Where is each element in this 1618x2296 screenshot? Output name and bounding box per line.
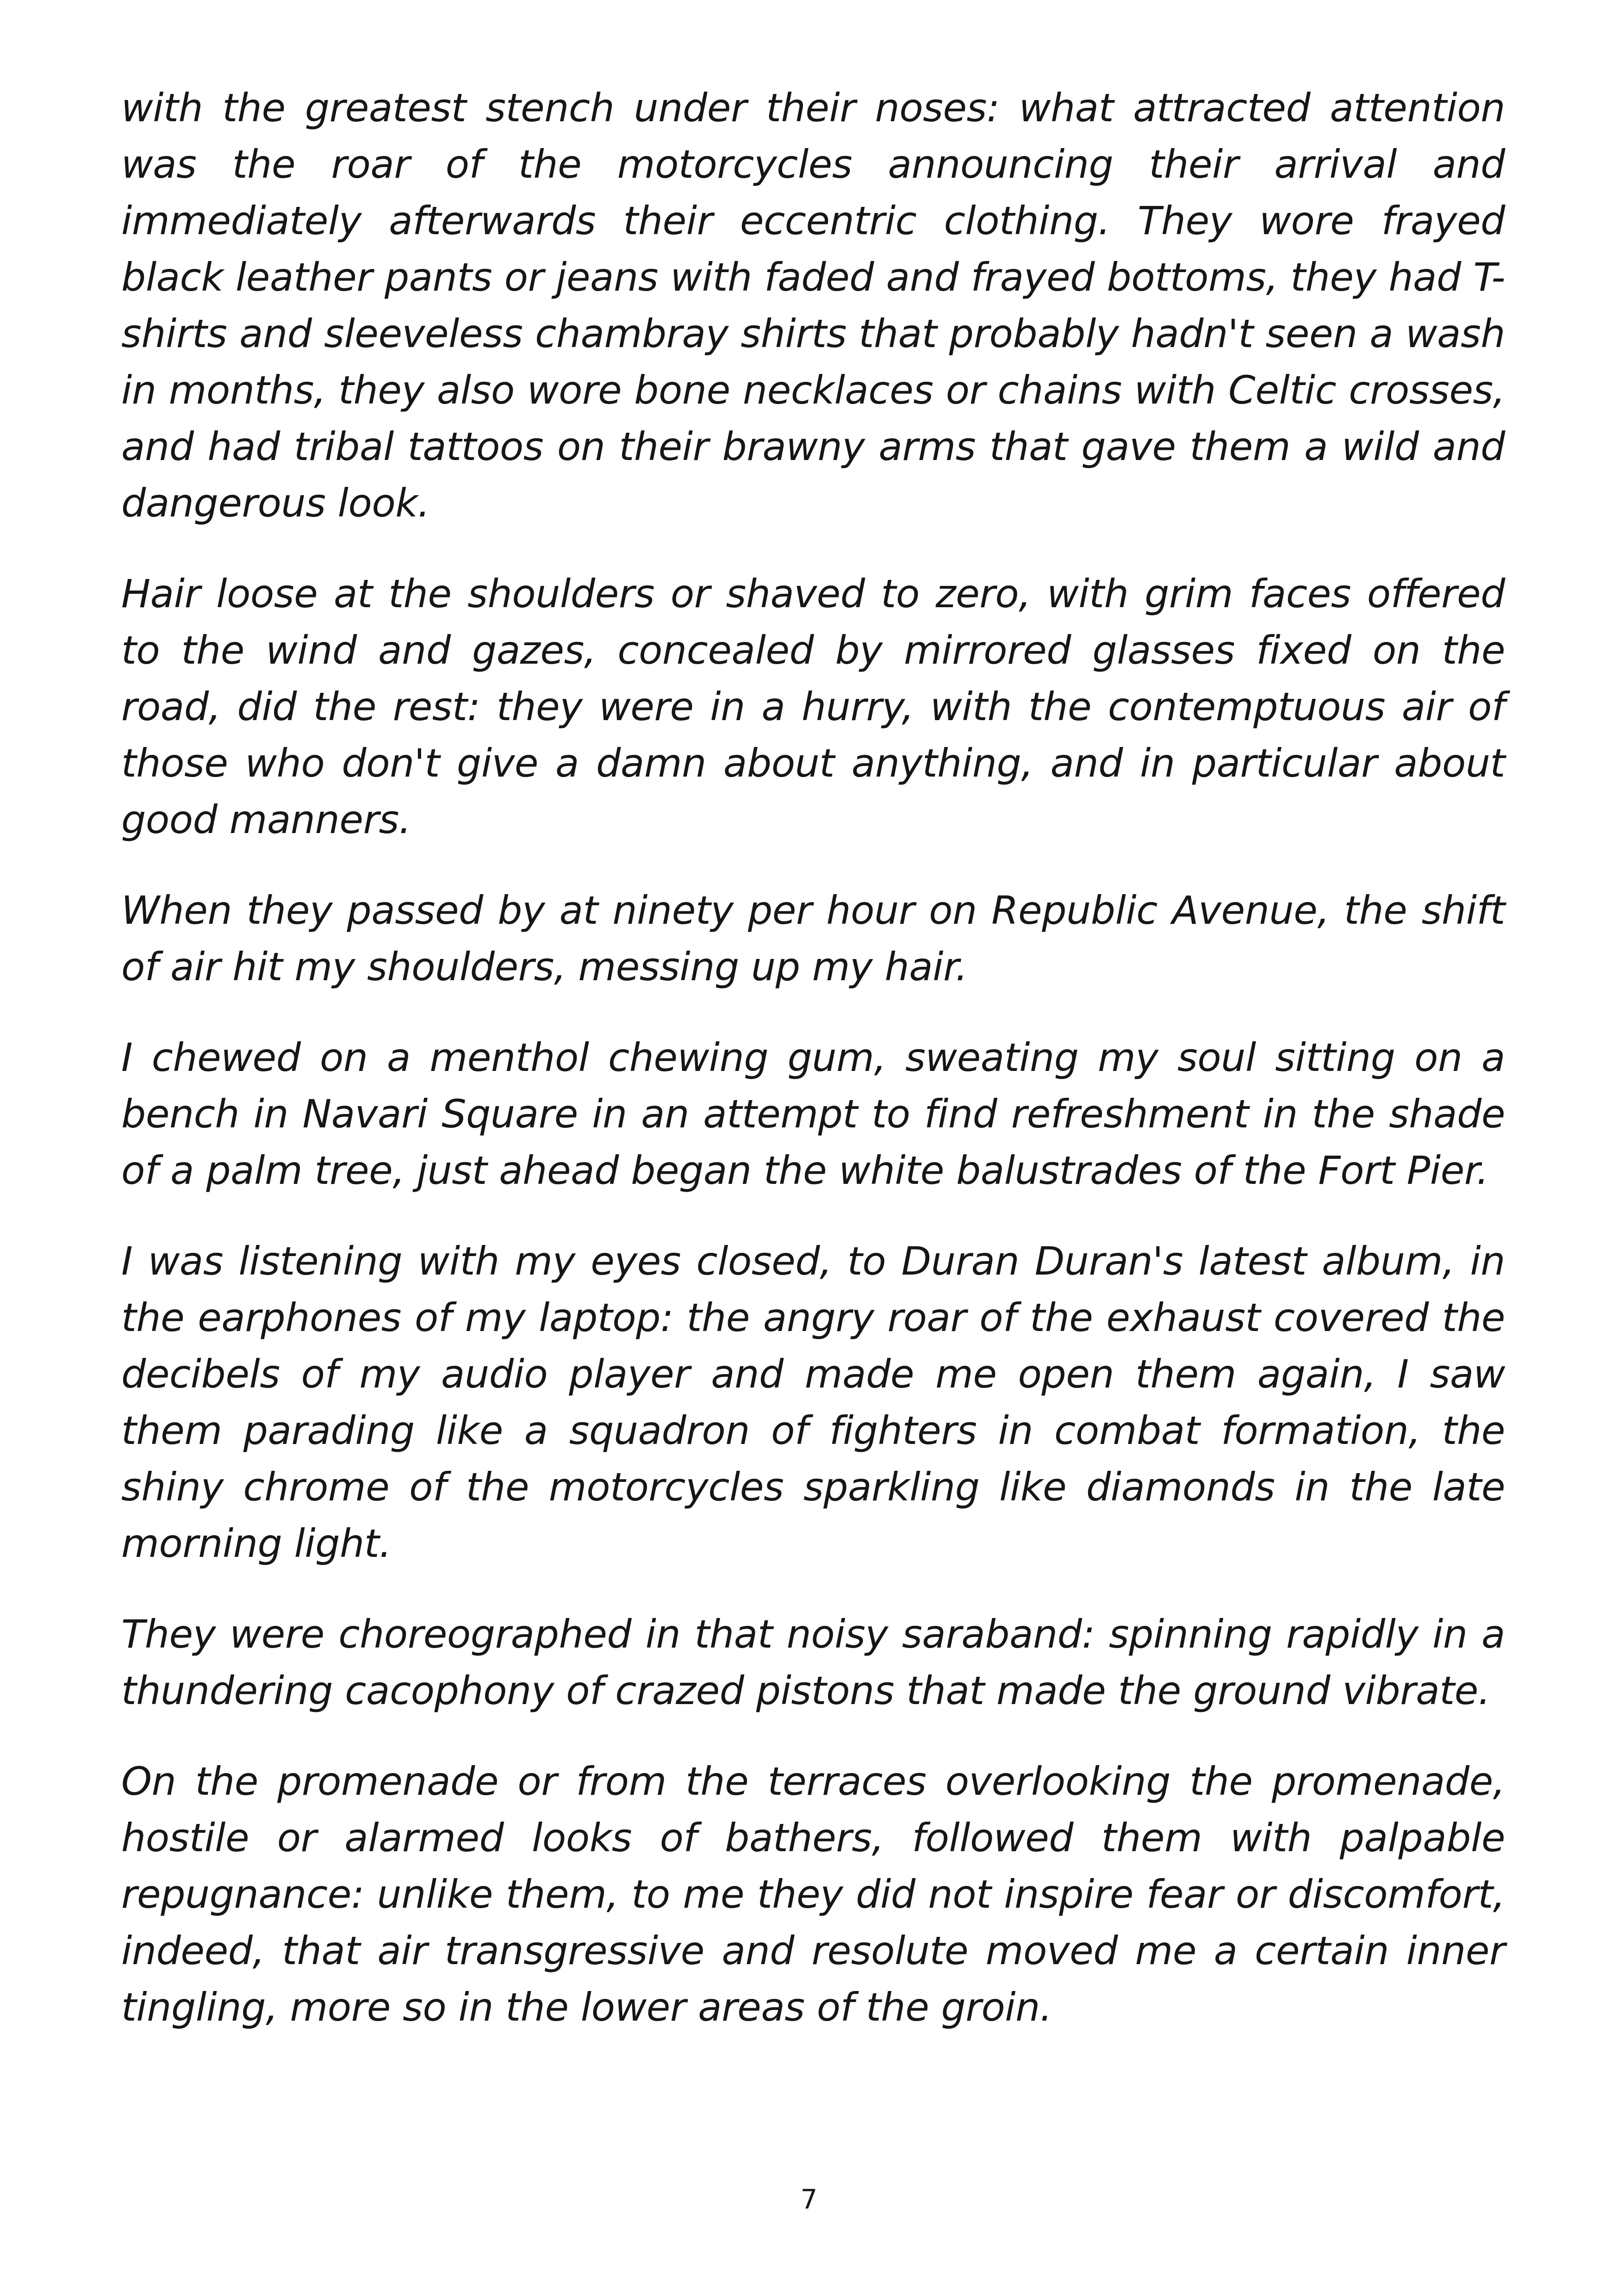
paragraph-3: When they passed by at ninety per hour on Republic Avenue, the shift of air hit my shoulders, messing up my hair. [121, 888, 1505, 989]
paragraph-6: They were choreographed in that noisy saraband: spinning rapidly in a thundering cacophony of crazed pistons that made the ground vibrate. [121, 1612, 1505, 1713]
paragraph-2: Hair loose at the shoulders or shaved to zero, with grim faces offered to the wind and gazes, concealed by mirrored glasses fixed on the road, did the rest: they were in a hurry, with the contemptuous air of those who don't give a damn about anything, and in particular about good manners. [121, 571, 1505, 842]
paragraph-1: with the greatest stench under their noses: what attracted attention was the roar of the motorcycles announcing their arrival and immediately afterwards their eccentric clothing. They wore frayed black leather pants or jeans with faded and frayed bottoms, they had T-shirts and sleeveless chambray shirts that probably hadn't seen a wash in months, they also wore bone necklaces or chains with Celtic crosses, and had tribal tattoos on their brawny arms that gave them a wild and dangerous look. [121, 85, 1505, 526]
page-number: 7 [800, 2184, 818, 2215]
body-text [121, 80, 1505, 2070]
paragraph-4: I chewed on a menthol chewing gum, sweating my soul sitting on a bench in Navari Square in an attempt to find refreshment in the shade of a palm tree, just ahead began the white balustrades of the Fort Pier. [121, 1035, 1505, 1193]
paragraph-5: I was listening with my eyes closed, to Duran Duran's latest album, in the earphones of my laptop: the angry roar of the exhaust covered the decibels of my audio player and made me open them again, I saw them parading like a squadron of fighters in combat formation, the shiny chrome of the motorcycles sparkling like diamonds in the late morning light. [121, 1238, 1505, 1566]
paragraph-7: On the promenade or from the terraces overlooking the promenade, hostile or alarmed looks of bathers, followed them with palpable repugnance: unlike them, to me they did not inspire fear or discomfort, indeed, that air transgressive and resolute moved me a certain inner tingling, more so in the lower areas of the groin. [121, 1759, 1505, 2030]
